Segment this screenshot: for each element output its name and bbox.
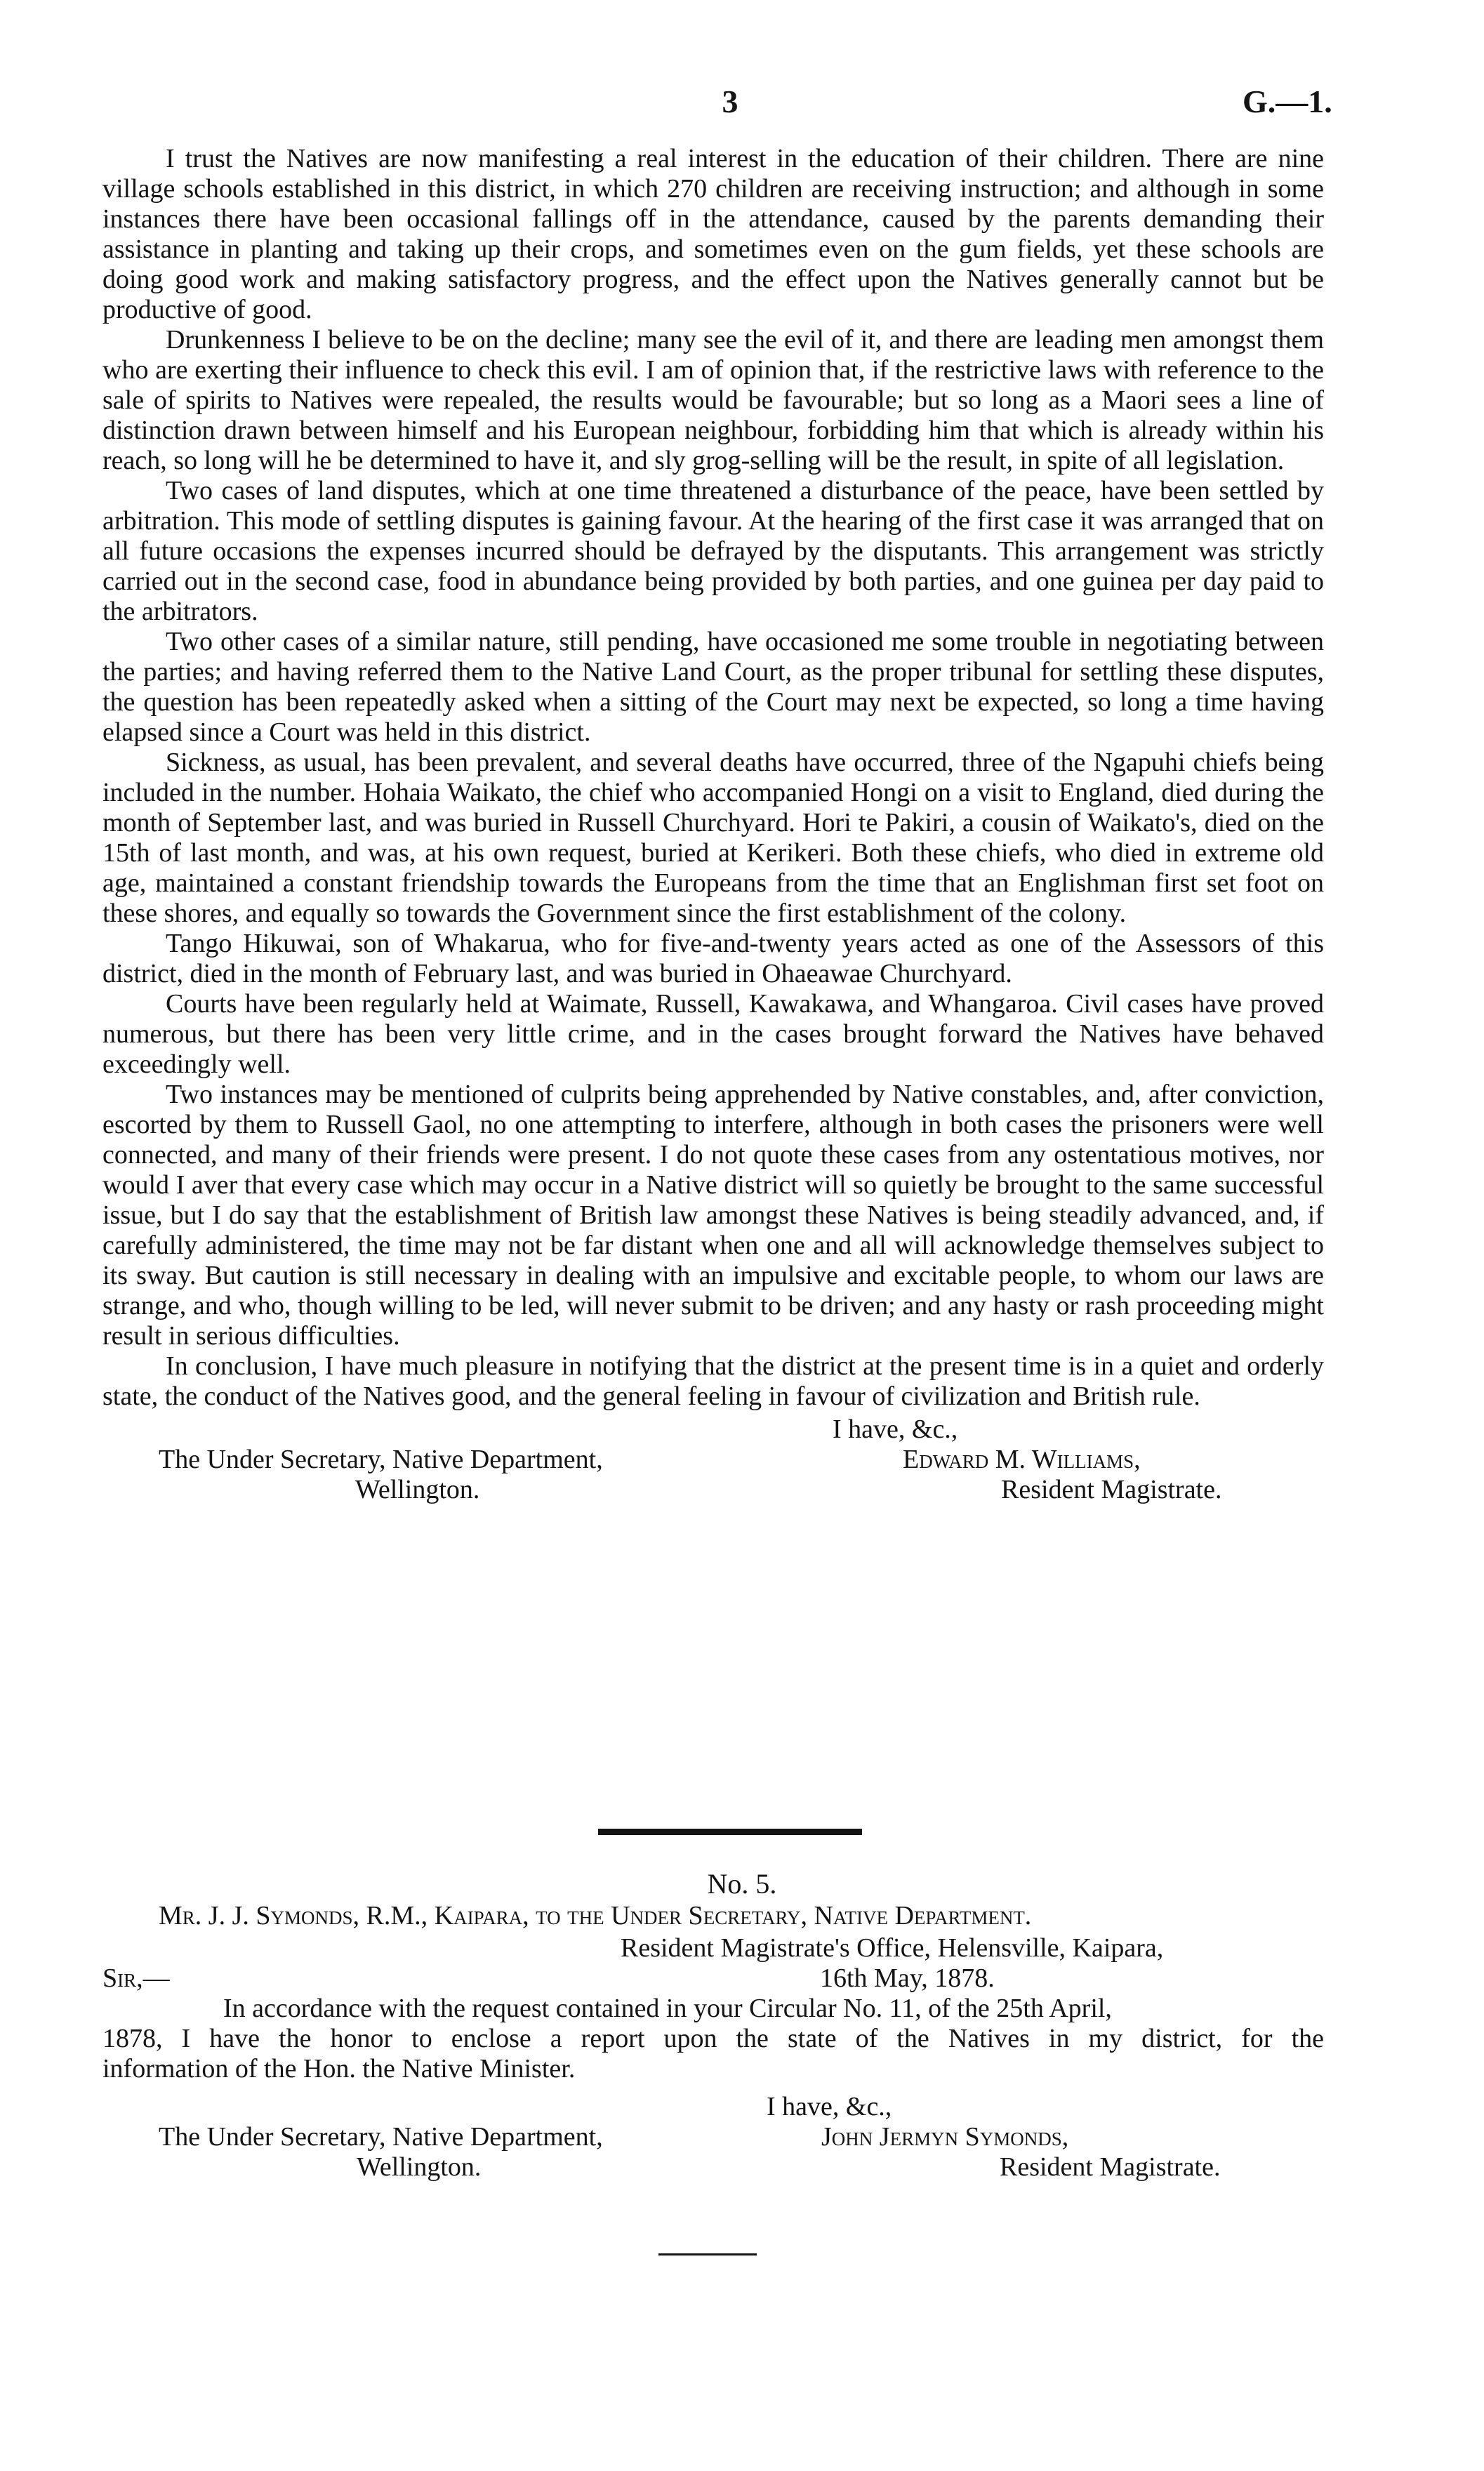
closing-line: I have, &c., [833, 1415, 958, 1444]
paragraph-courts: Courts have been regularly held at Waimate, Russell, Kawakawa, and Whangaroa. Civil cases have proved numerous, but there has been very little crime, and in the cases brought forward the Natives have behaved exceedingly well. [102, 989, 1324, 1079]
document-reference: G.—1. [1243, 84, 1332, 119]
signatory-name: Edward M. Williams, [903, 1445, 1141, 1474]
paragraph-tango-hikuwai: Tango Hikuwai, son of Whakarua, who for five-and-twenty years acted as one of the Assessors of this district, died in the month of February last, and was buried in Ohaeawae Churchyard. [102, 929, 1324, 988]
paragraph-drunkenness: Drunkenness I believe to be on the decline; many see the evil of it, and there are leading men amongst them who are exerting their influence to check this evil. I am of opinion that, if the restrictive laws with reference to the sale of spirits to Natives were repealed, the results would be favourable; but so long as a Maori sees a line of distinction drawn between himself and his European neighbour, forbidding him that which is already within his reach, so long will he be determined to have it, and sly grog-selling will be the result, in spite of all legislation. [102, 325, 1324, 475]
letter-number: No. 5. [707, 1868, 777, 1900]
paragraph-conclusion: In conclusion, I have much pleasure in notifying that the district at the present time is in a quiet and orderly state, the conduct of the Natives good, and the general feeling in favour of civilization and British rule. [102, 1351, 1324, 1411]
paragraph-sickness: Sickness, as usual, has been prevalent, and several deaths have occurred, three of the Ngapuhi chiefs being included in the number. Hohaia Waikato, the chief who accompanied Hongi on a visit to England, died during the month of September last, and was buried in Russell Churchyard. Hori te Pakiri, a cousin of Waikato's, died on the 15th of last month, and was, at his own request, buried at Kerikeri. Both these chiefs, who died in extreme old age, maintained a constant friendship towards the Europeans from the time that an Englishman first set foot on these shores, and equally so towards the Government since the first establishment of the colony. [102, 748, 1324, 928]
letter-heading: Mr. J. J. Symonds, R.M., Kaipara, to the Under Secretary, Native Department. [159, 1901, 1032, 1930]
signatory-title: Resident Magistrate. [1001, 1475, 1222, 1504]
addressee-line: The Under Secretary, Native Department, [159, 2122, 603, 2152]
signature-block-williams [102, 1415, 1324, 1506]
letter-body-line-3: information of the Hon. the Native Minister. [102, 2054, 576, 2084]
letter-body-line-2: 1878, I have the honor to enclose a report upon the state of the Natives in my district, for the [102, 2024, 1324, 2053]
letter-body-line-1: In accordance with the request contained in your Circular No. 11, of the 25th April, [223, 1994, 1112, 2023]
page-number: 3 [722, 84, 738, 119]
paragraph-culprits: Two instances may be mentioned of culprits being apprehended by Native constables, and, after conviction, escorted by them to Russell Gaol, no one attempting to interfere, although in both cases the prisoners were well connected, and many of their friends were present. I do not quote these cases from any ostentatious motives, nor would I aver that every case which may occur in a Native district will so quietly be brought to the same successful issue, but I do say that the establishment of British law amongst these Natives is being steadily advanced, and, if carefully administered, the time may not be far distant when one and all will acknowledge themselves subject to its sway. But caution is still necessary in dealing with an impulsive and excitable people, to whom our laws are strange, and who, though willing to be led, will never submit to be driven; and any hasty or rash proceeding might result in serious difficulties. [102, 1080, 1324, 1351]
addressee-line: The Under Secretary, Native Department, [159, 1445, 603, 1474]
letter-address: Resident Magistrate's Office, Helensville, Kaipara, [621, 1933, 1164, 1963]
section-divider [598, 1829, 862, 1835]
addressee-city: Wellington. [357, 2152, 482, 2182]
paragraph-education: I trust the Natives are now manifesting a real interest in the education of their children. There are nine village schools established in this district, in which 270 children are receiving instruction; and although in some instances there have been occasional fallings off in the attendance, caused by the parents demanding their assistance in planting and taking up their crops, and sometimes even on the gum fields, yet these schools are doing good work and making satisfactory progress, and the effect upon the Natives generally cannot but be productive of good. [102, 144, 1324, 324]
addressee-city: Wellington. [355, 1475, 480, 1504]
paragraph-land-disputes: Two cases of land disputes, which at one time threatened a disturbance of the peace, have been settled by arbitration. This mode of settling disputes is gaining favour. At the hearing of the first case it was arranged that on all future occasions the expenses incurred should be defrayed by the disputants. This arrangement was strictly carried out in the second case, food in abundance being provided by both parties, and one guinea per day paid to the arbitrators. [102, 476, 1324, 626]
salutation: Sir,— [102, 1963, 170, 1993]
closing-line: I have, &c., [767, 2092, 892, 2121]
signatory-name: John Jermyn Symonds, [821, 2122, 1069, 2152]
paragraph-pending-cases: Two other cases of a similar nature, still pending, have occasioned me some trouble in negotiating between the parties; and having referred them to the Native Land Court, as the proper tribunal for settling these disputes, the question has been repeatedly asked when a sitting of the Court may next be expected, so long a time having elapsed since a Court was held in this district. [102, 627, 1324, 747]
report-body [102, 144, 1324, 1506]
end-divider [658, 2253, 757, 2255]
letter-date: 16th May, 1878. [820, 1963, 995, 1993]
signatory-title: Resident Magistrate. [1000, 2152, 1221, 2182]
